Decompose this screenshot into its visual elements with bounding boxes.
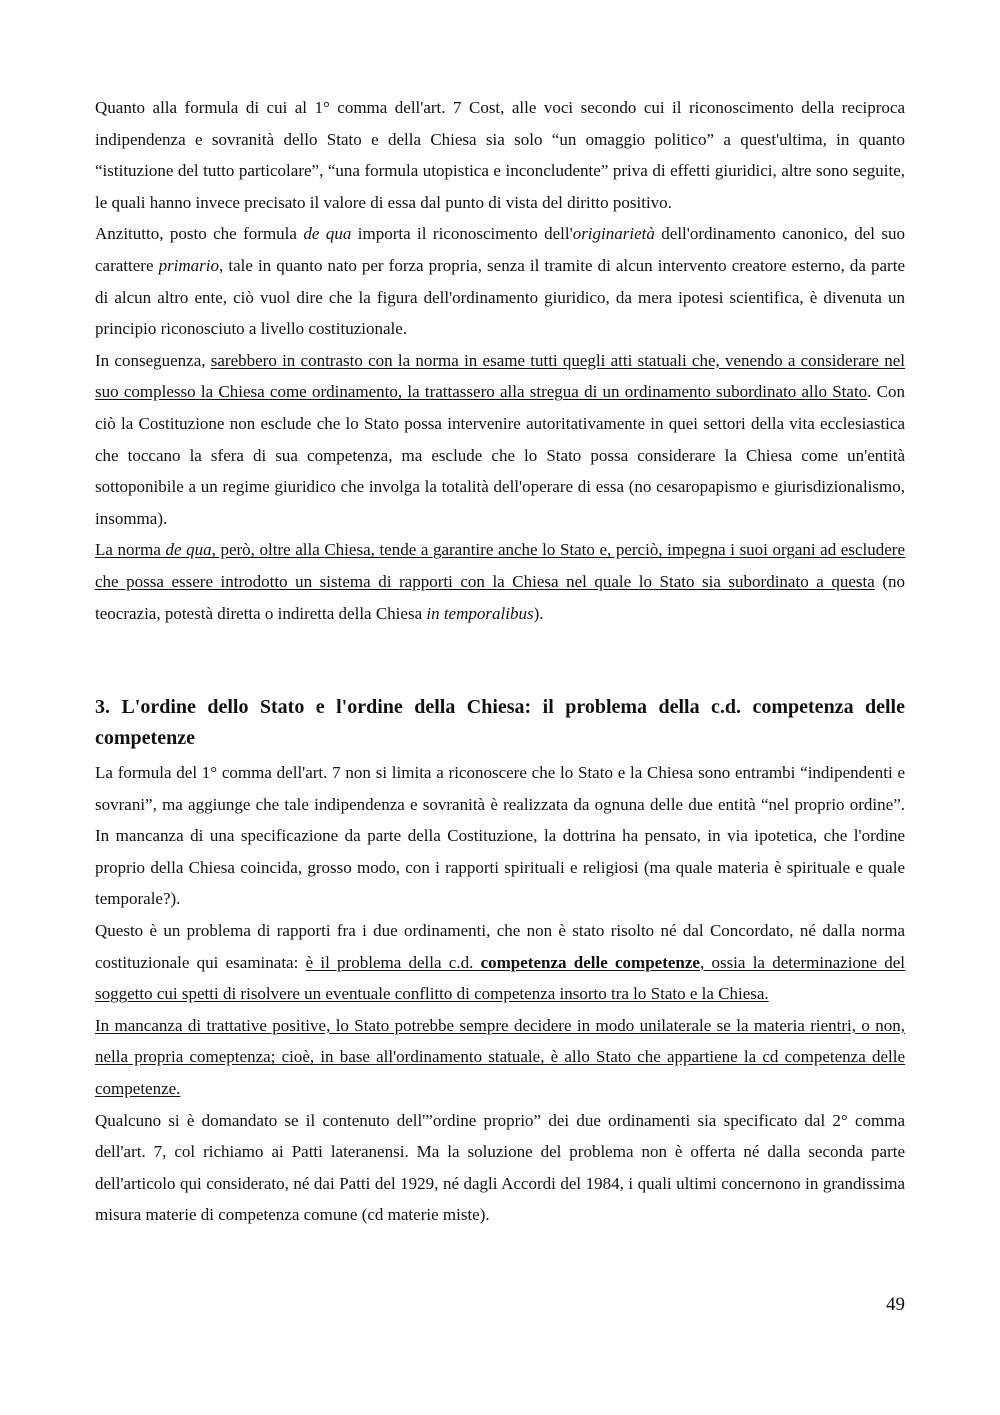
p4-text-f: ). bbox=[533, 603, 544, 623]
p4-underlined-c: , però, oltre alla Chiesa, tende a garantire anche lo Stato e, perciò, impegna i suoi organi ad escludere che possa essere introdotto un sistema di rapporti con la Chiesa nel quale lo Stato sia subordinato a questa bbox=[95, 540, 905, 591]
p4-italic-in-temporalibus: in temporalibus bbox=[426, 603, 534, 623]
p4-text-d: (no teocrazia, potestà diretta o indiretta della Chiesa bbox=[95, 571, 905, 623]
p6-underlined-bold: competenza delle competenze bbox=[480, 952, 700, 972]
paragraph-1: Quanto alla formula di cui al 1° comma dell'art. 7 Cost, alle voci secondo cui il riconoscimento della reciproca indipendenza e sovranità dello Stato e della Chiesa sia solo “un omaggio politico” a quest'ultima, in quanto “istituzione del tutto particolare”, “una formula utopistica e inconcludente” priva di effetti giuridici, altre sono seguite, le quali hanno invece precisato il valore di essa dal punto di vista del diritto positivo. bbox=[95, 98, 905, 212]
p2-italic-primario: primario bbox=[158, 255, 220, 275]
p3-text-c: . Con ciò la Costituzione non esclude che lo Stato possa intervenire autoritativamente in quei settori della vita ecclesiastica che toccano la sfera di sua competenza, ma esclude che lo Stato possa considerare la Chiesa come un'entità sottoponibile a un regime giuridico che involga la totalità dell'operare di essa (no cesaropapismo e giurisdizionalismo, insomma). bbox=[95, 382, 906, 528]
p2-text-e: dell'ordinamento canonico, del suo carattere bbox=[95, 224, 905, 275]
section-heading: 3. L'ordine dello Stato e l'ordine della Chiesa: il problema della c.d. competenza delle competenze bbox=[95, 696, 905, 750]
document-body bbox=[95, 92, 905, 1231]
p2-text-c: importa il riconoscimento dell' bbox=[351, 224, 573, 244]
section-spacer bbox=[95, 629, 905, 660]
p3-text-a: In conseguenza, bbox=[95, 350, 211, 370]
page-number: 49 bbox=[886, 1294, 905, 1315]
paragraph-3 bbox=[95, 345, 905, 535]
p2-text-g: , tale in quanto nato per forza propria, senza il tramite di alcun intervento creatore esterno, da parte di alcun altro ente, ciò vuol dire che la figura dell'ordinamento giuridico, da mera ipotesi scientifica, è divenuta un principio riconosciuto a livello costituzionale. bbox=[95, 255, 905, 339]
p6-text-a: Questo è un problema di rapporti fra i due ordinamenti, che non è stato risolto né dal Concordato, né dalla norma costituzionale qui esaminata: bbox=[95, 921, 905, 972]
paragraph-8: Qualcuno si è domandato se il contenuto dell'”ordine proprio” dei due ordinamenti sia specificato dal 2° comma dell'art. 7, col richiamo ai Patti lateranensi. Ma la soluzione del problema non è offerta né dalla seconda parte dell'articolo qui considerato, né dai Patti del 1929, né dagli Accordi del 1984, i quali ultimi concernono in grandissima misura materie di competenza comune (cd materie miste). bbox=[95, 1110, 905, 1225]
p4-underlined-a: La norma bbox=[95, 540, 166, 560]
paragraph-2 bbox=[95, 218, 905, 344]
p6-underlined-b: è il problema della c.d. bbox=[305, 952, 481, 972]
p2-italic-originarieta: originarietà bbox=[572, 224, 655, 244]
paragraph-7: In mancanza di trattative positive, lo Stato potrebbe sempre decidere in modo unilaterale se la materia rientri, o non, nella propria comeptenza; cioè, in base all'ordinamento statuale, è allo Stato che appartiene la cd competenza delle competenze. bbox=[95, 1015, 905, 1099]
p6-underlined-d: , ossia la determinazione del soggetto cui spetti di risolvere un eventuale conflitto di competenza insorto tra lo Stato e la Chiesa. bbox=[95, 952, 906, 1004]
p4-underlined-italic-de-qua: de qua bbox=[165, 540, 212, 560]
p2-italic-de-qua: de qua bbox=[303, 224, 352, 244]
p2-text-a: Anzitutto, posto che formula bbox=[95, 224, 304, 244]
paragraph-4 bbox=[95, 534, 905, 629]
paragraph-6 bbox=[95, 915, 905, 1010]
p3-underlined: sarebbero in contrasto con la norma in esame tutti quegli atti statuali che, venendo a considerare nel suo complesso la Chiesa come ordinamento, la trattassero alla stregua di un ordinamento subordinato allo Stato bbox=[95, 350, 905, 402]
paragraph-5: La formula del 1° comma dell'art. 7 non si limita a riconoscere che lo Stato e la Chiesa sono entrambi “indipendenti e sovrani”, ma aggiunge che tale indipendenza e sovranità è realizzata da ognuna delle due entità “nel proprio ordine”. In mancanza di una specificazione da parte della Costituzione, la dottrina ha pensato, in via ipotetica, che l'ordine proprio della Chiesa coincida, grosso modo, con i rapporti spirituali e religiosi (ma quale materia è spirituale e quale temporale?). bbox=[95, 763, 905, 909]
